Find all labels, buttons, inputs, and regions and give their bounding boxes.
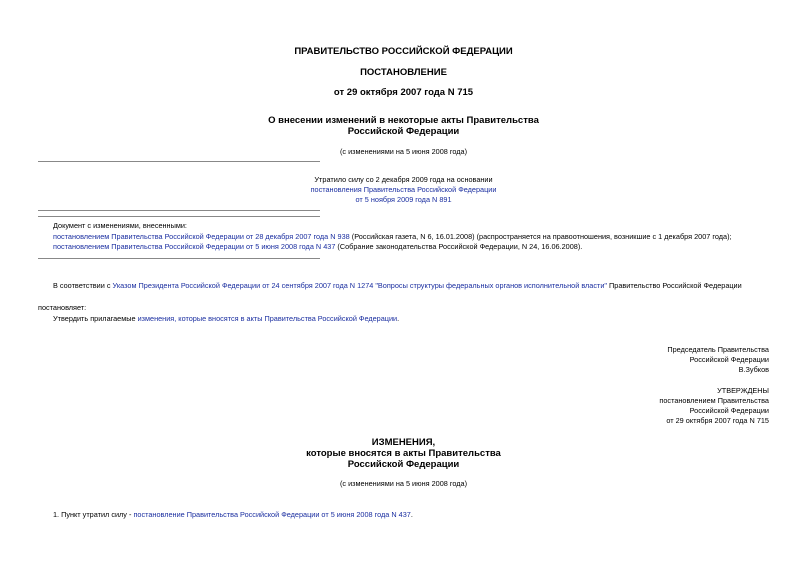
signature-position-2: Российской Федерации bbox=[689, 355, 769, 364]
approved-heading: УТВЕРЖДЕНЫ bbox=[717, 386, 769, 395]
signature-name: В.Зубков bbox=[738, 365, 769, 374]
divider bbox=[38, 258, 320, 259]
doc-title-line-2: Российской Федерации bbox=[347, 126, 460, 137]
doc-type-heading: ПОСТАНОВЛЕНИЕ bbox=[360, 67, 447, 78]
signature-position: Председатель Правительства bbox=[667, 345, 769, 354]
doc-title-line-1: О внесении изменений в некоторые акты Правительства bbox=[268, 115, 539, 126]
approve-after: . bbox=[397, 314, 400, 323]
changes-heading: ИЗМЕНЕНИЯ, bbox=[371, 437, 436, 448]
decides-text: постановляет: bbox=[38, 303, 87, 312]
doc-date-number: от 29 октября 2007 года N 715 bbox=[333, 87, 474, 98]
changes-item-1 bbox=[53, 232, 732, 241]
changes-item-2-link[interactable]: постановлением Правительства Российской Федерации от 5 июня 2008 года N 437 bbox=[53, 242, 336, 251]
preamble bbox=[53, 281, 742, 290]
divider bbox=[38, 161, 320, 162]
approved-line-3: Российской Федерации bbox=[689, 406, 769, 415]
preamble-decree-link[interactable]: Указом Президента Российской Федерации от 24 сентября 2007 года N 1274 "Вопросы структуры федеральных органов исполнительной власти" bbox=[112, 281, 608, 290]
point-1-before: 1. Пункт утратил силу - bbox=[53, 510, 134, 519]
changes-heading-line-2: которые вносятся в акты Правительства bbox=[306, 448, 501, 459]
point-1-after: . bbox=[410, 510, 413, 519]
point-1-link[interactable]: постановление Правительства Российской Федерации от 5 июня 2008 года N 437 bbox=[133, 510, 411, 519]
changes-edition-note: (с изменениями на 5 июня 2008 года) bbox=[339, 479, 468, 488]
org-heading: ПРАВИТЕЛЬСТВО РОССИЙСКОЙ ФЕДЕРАЦИИ bbox=[294, 46, 513, 57]
lost-force-link-line-1[interactable]: постановления Правительства Российской Федерации bbox=[310, 185, 497, 194]
lost-force-link-line-2[interactable]: от 5 ноября 2009 года N 891 bbox=[355, 195, 452, 204]
changes-intro: Документ с изменениями, внесенными: bbox=[53, 221, 187, 230]
approved-line-4: от 29 октября 2007 года N 715 bbox=[666, 416, 769, 425]
approve-link[interactable]: изменения, которые вносятся в акты Правительства Российской Федерации bbox=[137, 314, 398, 323]
divider bbox=[38, 216, 320, 217]
changes-item-1-text: (Российская газета, N 6, 16.01.2008) (распространяется на правоотношения, возникшие с 1 декабря 2007 года); bbox=[349, 232, 732, 241]
approve-paragraph bbox=[53, 314, 399, 323]
changes-item-2-text: (Собрание законодательства Российской Федерации, N 24, 16.06.2008). bbox=[335, 242, 583, 251]
approved-line-2: постановлением Правительства bbox=[659, 396, 769, 405]
changes-item-1-link[interactable]: постановлением Правительства Российской Федерации от 28 декабря 2007 года N 938 bbox=[53, 232, 350, 241]
point-1 bbox=[53, 510, 413, 519]
divider bbox=[38, 210, 320, 211]
changes-heading-line-3: Российской Федерации bbox=[347, 459, 460, 470]
edition-note: (с изменениями на 5 июня 2008 года) bbox=[339, 147, 468, 156]
approve-before: Утвердить прилагаемые bbox=[53, 314, 138, 323]
preamble-after: Правительство Российской Федерации bbox=[607, 281, 742, 290]
preamble-before: В соответствии с bbox=[53, 281, 113, 290]
changes-item-2 bbox=[53, 242, 582, 251]
lost-force-text: Утратило силу со 2 декабря 2009 года на основании bbox=[314, 175, 493, 184]
